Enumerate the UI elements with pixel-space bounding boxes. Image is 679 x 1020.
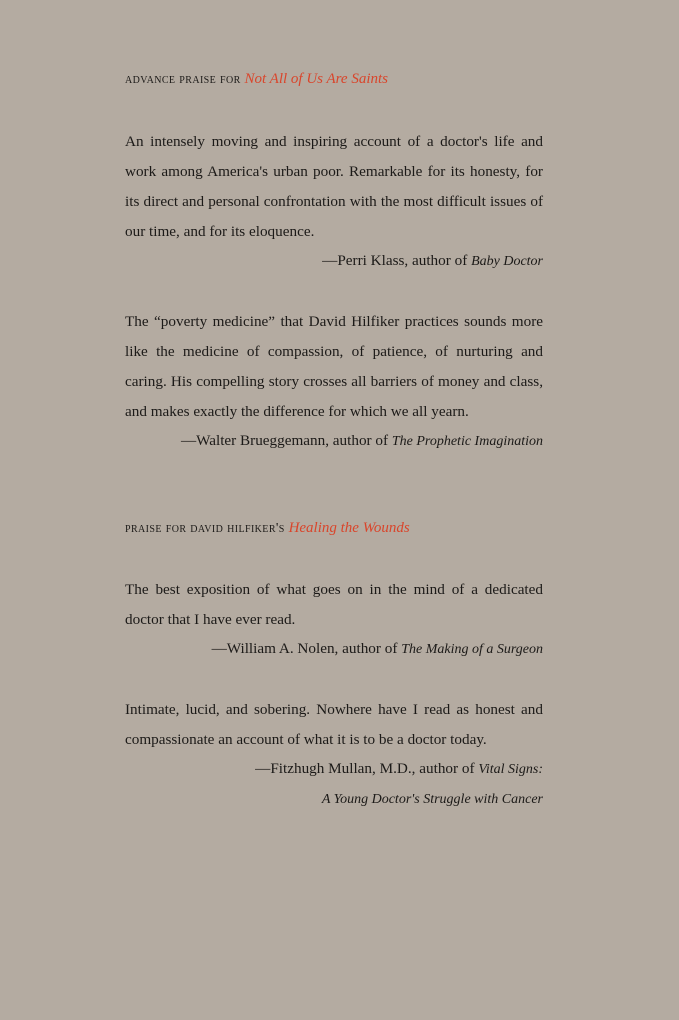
attribution-author: —Fitzhugh Mullan, M.D., author of <box>255 760 475 777</box>
attribution-work-subtitle: A Young Doctor's Struggle with Cancer <box>321 792 543 807</box>
blurb-text: The best exposition of what goes on in the mind of a dedicated doctor that I have ever read. <box>125 581 543 628</box>
blurb-text: An intensely moving and inspiring account of a doctor's life and work among America's urban poor. Remarkable for its honesty, for its direct and personal confrontation with the most difficult issues of our time, and for its eloquence. <box>125 133 543 240</box>
heading-book-title: Not All of Us Are Saints <box>244 71 388 87</box>
section-heading-healing-praise <box>125 520 410 537</box>
heading-prefix: advance praise for <box>125 72 241 87</box>
blurb-attribution <box>322 246 543 277</box>
heading-book-title: Healing the Wounds <box>288 520 410 536</box>
attribution-work: Vital Signs: <box>478 762 543 777</box>
blurb-attribution <box>181 426 543 457</box>
blurb-text: Intimate, lucid, and sobering. Nowhere have I read as honest and compassionate an account of what it is to be a doctor today. <box>125 701 543 748</box>
attribution-work: The Making of a Surgeon <box>401 642 543 657</box>
attribution-author: —William A. Nolen, author of <box>211 640 398 657</box>
attribution-author: —Perri Klass, author of <box>322 252 468 269</box>
blurb-quote <box>125 127 543 247</box>
attribution-author: —Walter Brueggemann, author of <box>180 432 389 449</box>
blurb-text: The “poverty medicine” that David Hilfiker practices sounds more like the medicine of compassion, of patience, of nurturing and caring. His compelling story crosses all barriers of money and class, and makes exactly the difference for which we all yearn. <box>125 313 543 420</box>
section-heading-advance-praise <box>125 71 388 88</box>
blurb-quote <box>125 307 543 427</box>
heading-prefix: praise for david hilfiker's <box>125 521 285 536</box>
blurb-quote <box>125 695 543 755</box>
blurb-quote <box>125 575 543 635</box>
attribution-work: Baby Doctor <box>471 254 543 269</box>
attribution-work: The Prophetic Imagination <box>391 434 543 449</box>
blurb-attribution <box>255 754 543 785</box>
blurb-attribution <box>212 634 543 665</box>
blurb-attribution-continued <box>322 784 543 815</box>
